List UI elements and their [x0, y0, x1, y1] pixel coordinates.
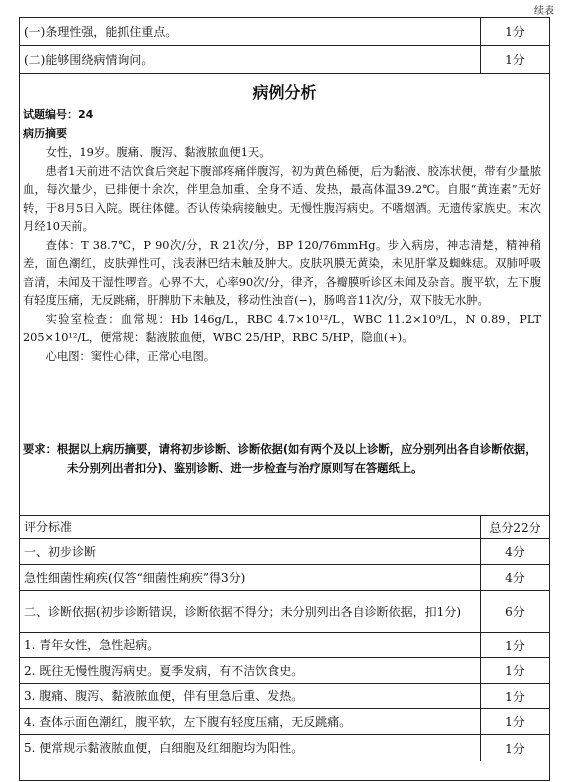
grading-label: 4. 查体示面色潮红，腹平软，左下腹有轻度压痛，无反跳痛。 — [24, 714, 352, 729]
grading-score: 1分 — [480, 684, 549, 708]
grading-score: 1分 — [480, 709, 549, 734]
grading-label: 二、诊断依据(初步诊断错误，诊断依据不得分；未分别列出各自诊断依据，扣1分) — [24, 604, 462, 619]
grading-label: 一、初步诊断 — [24, 544, 97, 559]
grading-label: 3. 腹痛、腹泻、黏液脓血便，伴有里急后重、发热。 — [24, 689, 304, 703]
continuation-label: 续表 — [534, 6, 554, 17]
row-score: 1分 — [480, 46, 549, 73]
physical-exam: 查体：T 38.7℃，P 90次/分，R 21次/分，BP 120/76mmHg。步入病房，神志清楚，精神稍差，面色潮红，皮肤弹性可，浅表淋巴结未触及肿大。皮肤巩膜无黄染，未见肝掌及蜘蛛痣。双肺呼吸音清，未闻及干湿性啰音。心界不大，心率90次/分，律齐，各瓣膜听诊区未闻及杂音。腹平软，左下腹有轻度压痛，无反跳痛，肝脾肋下未触及，移动性浊音(−)，肠鸣音11次/分，双下肢无水肿。 — [23, 238, 541, 307]
grading-score: 6分 — [480, 591, 549, 632]
table-row — [20, 18, 549, 46]
grading-row — [20, 684, 549, 709]
row-score: 1分 — [480, 18, 549, 45]
grading-score: 总分22分 — [480, 516, 549, 538]
ecg-result: 心电图：窦性心律，正常心电图。 — [45, 349, 216, 363]
grading-table — [20, 515, 549, 782]
present-history: 患者1天前进不洁饮食后突起下腹部疼痛伴腹泻，初为黄色稀便，后为黏液、胶冻状便，带有少量脓血，每次量少，已排便十余次，伴里急加重、全身不适、发热，最高体温39.2℃。自服“黄连素”无好转，于8月5日入院。既往体健。否认传染病接触史。无慢性腹泻病史。不嗜烟酒。无遗传家族史。末次月经10天前。 — [23, 164, 541, 233]
grading-label: 急性细菌性痢疾(仅答“细菌性痢疾”得3分) — [24, 570, 246, 585]
section-title: 病例分析 — [252, 83, 317, 102]
score-sheet-table — [19, 17, 550, 781]
grading-score: 4分 — [480, 565, 549, 590]
grading-label: 2. 既往无慢性腹泻病史。夏季发病，有不洁饮食史。 — [24, 663, 304, 678]
grading-row — [20, 539, 549, 565]
lab-tests: 实验室检查：血常规：Hb 146g/L，RBC 4.7×10¹²/L，WBC 11.2×10⁹/L，N 0.89，PLT 205×10¹²/L，便常规：黏液脓血便，WBC 25/HP，RBC 5/HP，隐血(+)。 — [23, 312, 541, 344]
exam-id: 试题编号：24 — [23, 108, 94, 121]
row-label: (一)条理性强，能抓住重点。 — [24, 25, 178, 39]
grading-row — [20, 633, 549, 658]
requirement-text: 要求：根据以上病历摘要，请将初步诊断、诊断依据(如有两个及以上诊断，应分别列出各自诊断依据，未分别列出者扣分)、鉴别诊断、进一步检查与治疗原则写在答题纸上。 — [23, 443, 537, 475]
grading-header-row — [20, 515, 549, 539]
grading-label: 1. 青年女性，急性起病。 — [24, 638, 160, 652]
summary-label: 病历摘要 — [23, 127, 67, 140]
grading-row — [20, 658, 549, 684]
chief-complaint: 女性，19岁。腹痛、腹泻、黏液脓血便1天。 — [45, 146, 271, 159]
grading-row — [20, 735, 549, 761]
grading-score: 4分 — [480, 539, 549, 564]
grading-row — [20, 709, 549, 735]
row-label: (二)能够围绕病情询问。 — [24, 53, 154, 67]
grading-label: 评分标准 — [24, 520, 73, 534]
case-summary — [23, 144, 541, 366]
grading-score: 1分 — [480, 633, 549, 657]
grading-score: 1分 — [480, 735, 549, 761]
grading-row — [20, 565, 549, 591]
grading-label: 5. 便常规示黏液脓血便，白细胞及红细胞均为阳性。 — [24, 741, 304, 755]
grading-row — [20, 591, 549, 633]
table-row — [20, 46, 549, 74]
grading-score: 1分 — [480, 658, 549, 683]
